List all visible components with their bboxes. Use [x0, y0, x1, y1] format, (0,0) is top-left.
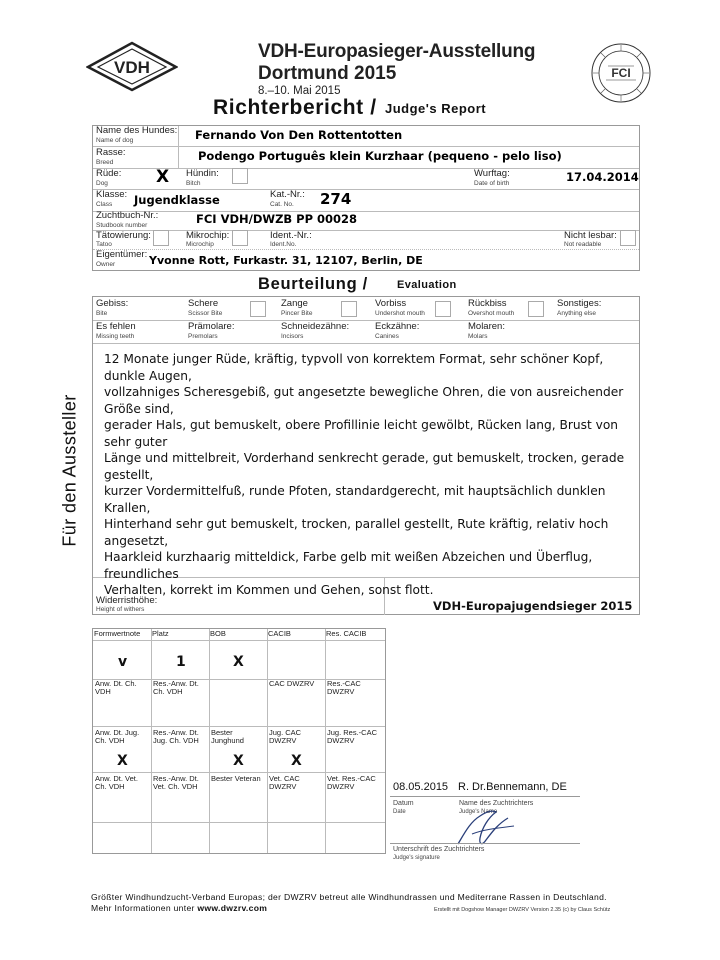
evaluation-line: vollzahniges Scheresgebiß, gut angesetzte bewegliche Ohren, die von ausreichender Größe sind, — [104, 385, 624, 416]
class-label-en: Class — [96, 201, 113, 208]
place-header: Platz — [152, 629, 169, 638]
jug-cac-mark: X — [291, 753, 302, 769]
breed: Podengo Português klein Kurzhaar (pequeno - pelo liso) — [198, 149, 562, 163]
studbook-number: FCI VDH/DWZB PP 00028 — [196, 212, 358, 226]
cat-no-label-en: Cat. No. — [270, 201, 294, 208]
evaluation-line: Verhalten, korrekt im Kommen und Gehen, sonst flott. — [104, 583, 434, 597]
fci-logo — [590, 42, 652, 104]
grade-value: v — [118, 654, 128, 670]
grade-header: Formwertnote — [94, 629, 141, 638]
evaluation-text — [104, 351, 630, 599]
scissor-bite-checkbox — [250, 301, 266, 317]
anw-dt-jug-ch-label: Anw. Dt. Jug. Ch. VDH — [95, 728, 140, 745]
bob-mark: X — [233, 654, 244, 670]
bite-label: Gebiss: — [96, 298, 129, 309]
ident-label: Ident.-Nr.: — [270, 230, 312, 241]
scissor-bite-label: Schere — [188, 298, 219, 309]
vdh-logo — [86, 40, 178, 92]
judge-name: R. Dr.Bennemann, DE — [458, 781, 567, 793]
incisors-label: Schneidezähne: — [281, 321, 350, 332]
report-title-en: Judge's Report — [385, 101, 487, 116]
overshot-checkbox — [528, 301, 544, 317]
dob-label: Wurftag: — [474, 168, 510, 179]
anw-dt-ch-label: Anw. Dt. Ch. VDH — [95, 679, 137, 696]
owner: Yvonne Rott, Furkastr. 31, 12107, Berlin, DE — [149, 254, 423, 267]
other-label-en: Anything else — [557, 310, 597, 317]
best-veteran-label: Bester Veteran — [211, 774, 261, 783]
judge-label: Name des Zuchtrichters — [459, 800, 534, 807]
evaluation-line: gerader Hals, gut bemuskelt, obere Profillinie leicht gewölbt, Rücken lang, Brust von sehr guter — [104, 418, 619, 449]
signature-label-en: Judge's signature — [393, 855, 440, 861]
jug-cac-label: Jug. CAC DWZRV — [269, 728, 302, 745]
microchip-label-en: Microchip — [186, 241, 214, 248]
breed-label: Rasse: — [96, 147, 126, 158]
vet-cac-label: Vet. CAC DWZRV — [269, 774, 300, 791]
sign-date: 08.05.2015 — [393, 781, 449, 793]
tattoo-label: Tätowierung: — [96, 230, 151, 241]
res-cac-label: Res.-CAC DWZRV — [327, 679, 361, 696]
undershot-label: Vorbiss — [375, 298, 407, 309]
missing-teeth-label-en: Missing teeth — [96, 333, 135, 340]
dog-name-label: Name des Hundes: — [96, 125, 178, 136]
molars-label-en: Molars — [468, 333, 488, 340]
canines-label: Eckzähne: — [375, 321, 420, 332]
svg-text:VDH: VDH — [114, 58, 150, 77]
signature-label: Unterschrift des Zuchtrichters — [393, 846, 485, 853]
class-label: Klasse: — [96, 189, 128, 200]
class: Jugendklasse — [134, 193, 220, 207]
bite-label-en: Bite — [96, 310, 108, 317]
cacib-header: CACIB — [268, 629, 291, 638]
date-of-birth: 17.04.2014 — [566, 170, 639, 184]
pincer-bite-checkbox — [341, 301, 357, 317]
missing-teeth-label: Es fehlen — [96, 321, 136, 332]
canines-label-en: Canines — [375, 333, 399, 340]
not-readable-checkbox — [620, 230, 636, 246]
premolars-label-en: Premolars — [188, 333, 218, 340]
evaluation-line: Haarkleid kurzhaarig mitteldick, Farbe gelb mit weißen Abzeichen und Überflug, freundliches — [104, 550, 593, 581]
studbook-label-en: Studbook number — [96, 222, 148, 229]
evaluation-line: Hinterhand sehr gut bemuskelt, trocken, parallel gestellt, Rute kräftig, relativ hoch angesetzt, — [104, 517, 609, 548]
footer-credit: Erstellt mit Dogshow Manager DWZRV Version 2.35 (c) by Claus Schütz — [434, 907, 611, 913]
best-young-mark: X — [233, 753, 244, 769]
dog-name: Fernando Von Den Rottentotten — [195, 128, 403, 142]
premolars-label: Prämolare: — [188, 321, 235, 332]
owner-label-en: Owner — [96, 261, 116, 268]
footer-url[interactable]: www.dwzrv.com — [197, 903, 268, 913]
tattoo-label-en: Tatoo — [96, 241, 112, 248]
scissor-bite-label-en: Scissor Bite — [188, 310, 223, 317]
jug-res-cac-label: Jug. Res.-CAC DWZRV — [327, 728, 378, 745]
award-title: VDH-Europajugendsieger 2015 — [433, 599, 633, 613]
res-anw-dt-vet-ch-label: Res.-Anw. Dt. Vet. Ch. VDH — [153, 774, 199, 791]
undershot-label-en: Undershot mouth — [375, 310, 425, 317]
evaluation-title: Beurteilung / — [258, 275, 368, 293]
date-label-en: Date — [393, 809, 406, 815]
pincer-bite-label: Zange — [281, 298, 308, 309]
not-readable-label-en: Not readable — [564, 241, 602, 248]
dog-name-label-en: Name of dog — [96, 137, 134, 144]
cac-label: CAC DWZRV — [269, 679, 315, 688]
best-young-label: Bester Junghund — [211, 728, 244, 745]
overshot-label: Rückbiss — [468, 298, 507, 309]
catalogue-number: 274 — [320, 190, 352, 208]
footer-text: Größter Windhundzucht-Verband Europas; der DWZRV betreut alle Windhundrassen und Mediterrane Rassen in Deutschland. — [91, 892, 607, 902]
res-anw-dt-ch-label: Res.-Anw. Dt. Ch. VDH — [153, 679, 199, 696]
res-cacib-header: Res. CACIB — [326, 629, 367, 638]
male-checkbox-mark: X — [156, 167, 170, 187]
tattoo-checkbox — [153, 230, 169, 246]
footer-info: Mehr Informationen unter www.dwzrv.com — [91, 903, 268, 913]
cat-no-label: Kat.-Nr.: — [270, 189, 305, 200]
vet-res-cac-label: Vet. Res.-CAC DWZRV — [327, 774, 376, 791]
female-label-en: Bitch — [186, 180, 201, 187]
height-label-en: Height of withers — [96, 606, 145, 613]
report-title: Richterbericht / — [213, 96, 377, 119]
undershot-checkbox — [435, 301, 451, 317]
event-dates: 8.–10. Mai 2015 — [258, 85, 341, 97]
jug-ch-mark: X — [117, 753, 128, 769]
anw-dt-vet-ch-label: Anw. Dt. Vet. Ch. VDH — [95, 774, 138, 791]
microchip-checkbox — [232, 230, 248, 246]
pincer-bite-label-en: Pincer Bite — [281, 310, 313, 317]
overshot-label-en: Overshot mouth — [468, 310, 515, 317]
svg-text:FCI: FCI — [611, 66, 631, 80]
event-title: VDH-Europasieger-Ausstellung — [258, 41, 536, 62]
incisors-label-en: Incisors — [281, 333, 304, 340]
female-label: Hündin: — [186, 168, 219, 179]
female-checkbox — [232, 168, 248, 184]
male-label: Rüde: — [96, 168, 122, 179]
owner-label: Eigentümer: — [96, 249, 148, 260]
molars-label: Molaren: — [468, 321, 505, 332]
place-value: 1 — [176, 654, 186, 670]
bob-header: BOB — [210, 629, 226, 638]
evaluation-line: 12 Monate junger Rüde, kräftig, typvoll von korrektem Format, sehr schöner Kopf, dunkle Augen, — [104, 352, 604, 383]
date-label: Datum — [393, 800, 414, 807]
judge-label-en: Judge's Name — [459, 809, 498, 815]
evaluation-title-en: Evaluation — [397, 279, 457, 291]
res-anw-dt-jug-ch-label: Res.-Anw. Dt. Jug. Ch. VDH — [153, 728, 199, 745]
event-location: Dortmund 2015 — [258, 63, 397, 84]
dob-label-en: Date of birth — [474, 180, 510, 187]
height-label: Widerristhöhe: — [96, 595, 158, 606]
other-label: Sonstiges: — [557, 298, 602, 309]
microchip-label: Mikrochip: — [186, 230, 230, 241]
male-label-en: Dog — [96, 180, 108, 187]
ident-label-en: Ident.No. — [270, 241, 297, 248]
side-text: Für den Aussteller — [59, 394, 80, 547]
evaluation-line: Länge und mittelbreit, Vorderhand senkrecht gerade, gut bemuskelt, trocken, gerade gestellt, — [104, 451, 625, 482]
breed-label-en: Breed — [96, 159, 114, 166]
studbook-label: Zuchtbuch-Nr.: — [96, 210, 159, 221]
not-readable-label: Nicht lesbar: — [564, 230, 617, 241]
evaluation-line: kurzer Vordermittelfuß, runde Pfoten, standardgerecht, mit hauptsächlich dunklen Krallen, — [104, 484, 606, 515]
